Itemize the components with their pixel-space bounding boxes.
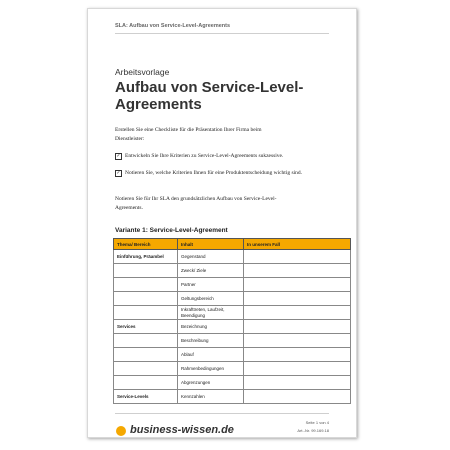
theme-cell [114,362,178,376]
column-header-theme: Thema/ Bereich [114,239,178,250]
checklist-item-text: Notieren Sie, welche Kriterien Ihnen für eine Produktentscheidung wichtig sind. [125,170,303,176]
case-cell[interactable] [244,376,351,390]
case-cell[interactable] [244,334,351,348]
table-row [114,292,351,306]
content-cell: Zweck/ Ziele [178,264,244,278]
theme-cell [114,306,178,320]
theme-cell [114,348,178,362]
running-header: SLA: Aufbau von Service-Level-Agreements [115,23,231,29]
content-cell: Ablauf [178,348,244,362]
article-number: Art.-Nr. 99.169.18 [297,428,329,433]
case-cell[interactable] [244,306,351,320]
page-number: Seite 1 von 4 [305,420,329,425]
checklist-item [115,169,325,178]
checklist-item [115,152,325,161]
logo-dot-icon [116,426,126,436]
content-cell: Kennzahlen [178,390,244,404]
case-cell[interactable] [244,362,351,376]
sla-table [113,238,351,404]
case-cell[interactable] [244,292,351,306]
table-row [114,264,351,278]
checkbox-icon: ✓ [116,171,121,176]
table-row [114,390,351,404]
table-row [114,320,351,334]
case-cell[interactable] [244,278,351,292]
content-cell: Beschreibung [178,334,244,348]
content-cell: Bezeichnung [178,320,244,334]
footer-divider [115,413,329,414]
case-cell[interactable] [244,320,351,334]
content-cell: Abgrenzungen [178,376,244,390]
content-cell: Inkrafttreten, Laufzeit, Beendigung [178,306,244,320]
note-paragraph: Notieren Sie für Ihr SLA den grundsätzlichen Aufbau von Service-Level-Agreements. [115,196,277,211]
intro-paragraph: Erstellen Sie eine Checkliste für die Präsentation Ihrer Firma beim Dienstleister: [115,127,262,142]
document-subtitle: Arbeitsvorlage [115,67,170,77]
table-row [114,278,351,292]
table-row [114,348,351,362]
content-cell: Gegenstand [178,250,244,264]
table-row [114,362,351,376]
table-row [114,334,351,348]
table-row [114,376,351,390]
theme-cell [114,264,178,278]
column-header-case: In unserem Fall [244,239,351,250]
case-cell[interactable] [244,348,351,362]
document-page [87,8,357,438]
theme-cell [114,334,178,348]
theme-cell [114,292,178,306]
case-cell[interactable] [244,264,351,278]
table-row [114,306,351,320]
theme-cell: Service-Levels [114,390,178,404]
theme-cell [114,376,178,390]
header-divider [115,33,329,34]
checklist-item-text: Entwickeln Sie Ihre Kriterien zu Service-Level-Agreements sukzessive. [125,153,284,159]
table-row [114,250,351,264]
checkbox-icon: ✓ [116,154,121,159]
column-header-content: Inhalt [178,239,244,250]
case-cell[interactable] [244,390,351,404]
content-cell: Geltungsbereich [178,292,244,306]
document-title: Aufbau von Service-Level-Agreements [115,79,304,113]
theme-cell: Einführung, Präambel [114,250,178,264]
brand-logo: business-wissen.de [130,424,234,436]
variant-heading: Variante 1: Service-Level-Agreement [115,227,228,234]
content-cell: Partner [178,278,244,292]
content-cell: Rahmenbedingungen [178,362,244,376]
theme-cell: Services [114,320,178,334]
table-header-row [114,239,351,250]
theme-cell [114,278,178,292]
case-cell[interactable] [244,250,351,264]
